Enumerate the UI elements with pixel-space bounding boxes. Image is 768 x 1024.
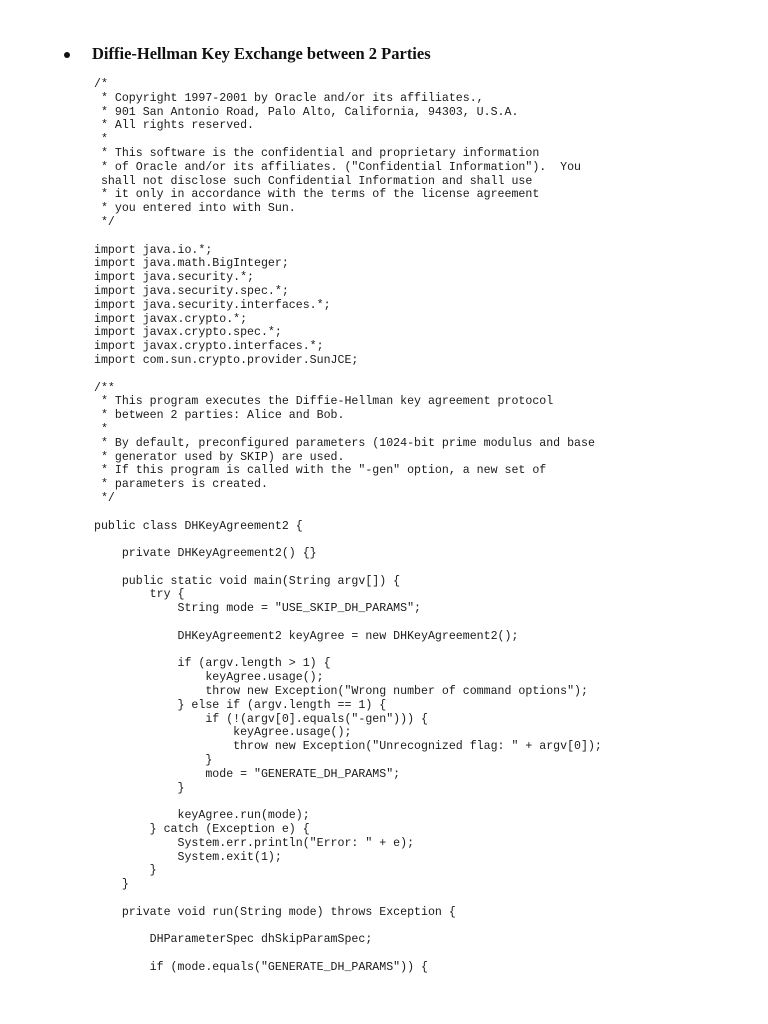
code-line <box>94 947 602 961</box>
code-line: import java.security.spec.*; <box>94 284 289 298</box>
code-line: * By default, preconfigured parameters (1024-bit prime modulus and base <box>94 436 595 450</box>
code-line: */ <box>94 215 115 229</box>
code-line: * parameters is created. <box>94 478 268 492</box>
code-line: private DHKeyAgreement2() {} <box>94 547 317 561</box>
code-line: * If this program is called with the "-gen" option, a new set of <box>94 464 547 478</box>
code-line: try { <box>94 588 185 602</box>
code-line: } <box>94 781 185 795</box>
code-line: throw new Exception("Wrong number of command options"); <box>94 685 588 699</box>
code-line: /** <box>94 381 115 395</box>
code-line: */ <box>94 491 115 505</box>
code-line: } catch (Exception e) { <box>94 823 310 837</box>
code-line: * <box>94 422 108 436</box>
code-line: * Copyright 1997-2001 by Oracle and/or its affiliates., <box>94 91 484 105</box>
code-line: mode = "GENERATE_DH_PARAMS"; <box>94 767 401 781</box>
code-line: keyAgree.usage(); <box>94 726 352 740</box>
code-line: } else if (argv.length == 1) { <box>94 698 387 712</box>
code-line: System.exit(1); <box>94 850 282 864</box>
code-line <box>94 644 602 658</box>
code-line: import javax.crypto.interfaces.*; <box>94 340 324 354</box>
code-line: * This program executes the Diffie-Hellman key agreement protocol <box>94 395 554 409</box>
code-line: import javax.crypto.*; <box>94 312 248 326</box>
code-line: * <box>94 133 108 147</box>
code-line: DHKeyAgreement2 keyAgree = new DHKeyAgreement2(); <box>94 629 519 643</box>
code-line: import javax.crypto.spec.*; <box>94 326 282 340</box>
code-line: if (argv.length > 1) { <box>94 657 331 671</box>
code-line <box>94 892 602 906</box>
code-line: * This software is the confidential and proprietary information <box>94 146 540 160</box>
code-line: shall not disclose such Confidential Information and shall use <box>94 174 533 188</box>
code-line <box>94 506 602 520</box>
bullet-icon <box>64 52 70 58</box>
code-line <box>94 920 602 934</box>
code-line: System.err.println("Error: " + e); <box>94 836 415 850</box>
code-line: public static void main(String argv[]) { <box>94 574 401 588</box>
code-line <box>94 230 602 244</box>
code-line: throw new Exception("Unrecognized flag: " + argv[0]); <box>94 740 602 754</box>
code-line: * you entered into with Sun. <box>94 202 296 216</box>
section-heading: Diffie-Hellman Key Exchange between 2 Parties <box>92 44 431 63</box>
bullet-heading-row <box>64 42 431 66</box>
code-line: * it only in accordance with the terms of the license agreement <box>94 188 540 202</box>
code-line <box>94 616 602 630</box>
code-line: import java.security.*; <box>94 271 255 285</box>
code-line: private void run(String mode) throws Exception { <box>94 905 456 919</box>
code-line <box>94 795 602 809</box>
code-line: * All rights reserved. <box>94 119 255 133</box>
code-line: } <box>94 864 157 878</box>
code-line: /* <box>94 78 108 91</box>
code-listing <box>94 78 602 975</box>
code-line: public class DHKeyAgreement2 { <box>94 519 303 533</box>
code-line <box>94 368 602 382</box>
code-line: import java.security.interfaces.*; <box>94 298 331 312</box>
code-line: * generator used by SKIP) are used. <box>94 450 345 464</box>
code-line <box>94 561 602 575</box>
code-line: import java.math.BigInteger; <box>94 257 289 271</box>
code-line: String mode = "USE_SKIP_DH_PARAMS"; <box>94 602 421 616</box>
code-line: keyAgree.run(mode); <box>94 809 310 823</box>
code-line: * 901 San Antonio Road, Palo Alto, California, 94303, U.S.A. <box>94 105 519 119</box>
code-line: if (mode.equals("GENERATE_DH_PARAMS")) { <box>94 961 428 974</box>
code-line <box>94 533 602 547</box>
code-line: import java.io.*; <box>94 243 213 257</box>
code-line: if (!(argv[0].equals("-gen"))) { <box>94 712 428 726</box>
code-line: import com.sun.crypto.provider.SunJCE; <box>94 353 359 367</box>
code-line: } <box>94 878 129 892</box>
code-line: * between 2 parties: Alice and Bob. <box>94 409 345 423</box>
code-line: * of Oracle and/or its affiliates. ("Confidential Information"). You <box>94 160 582 174</box>
code-line: } <box>94 754 213 768</box>
code-line: keyAgree.usage(); <box>94 671 324 685</box>
code-line: DHParameterSpec dhSkipParamSpec; <box>94 933 373 947</box>
